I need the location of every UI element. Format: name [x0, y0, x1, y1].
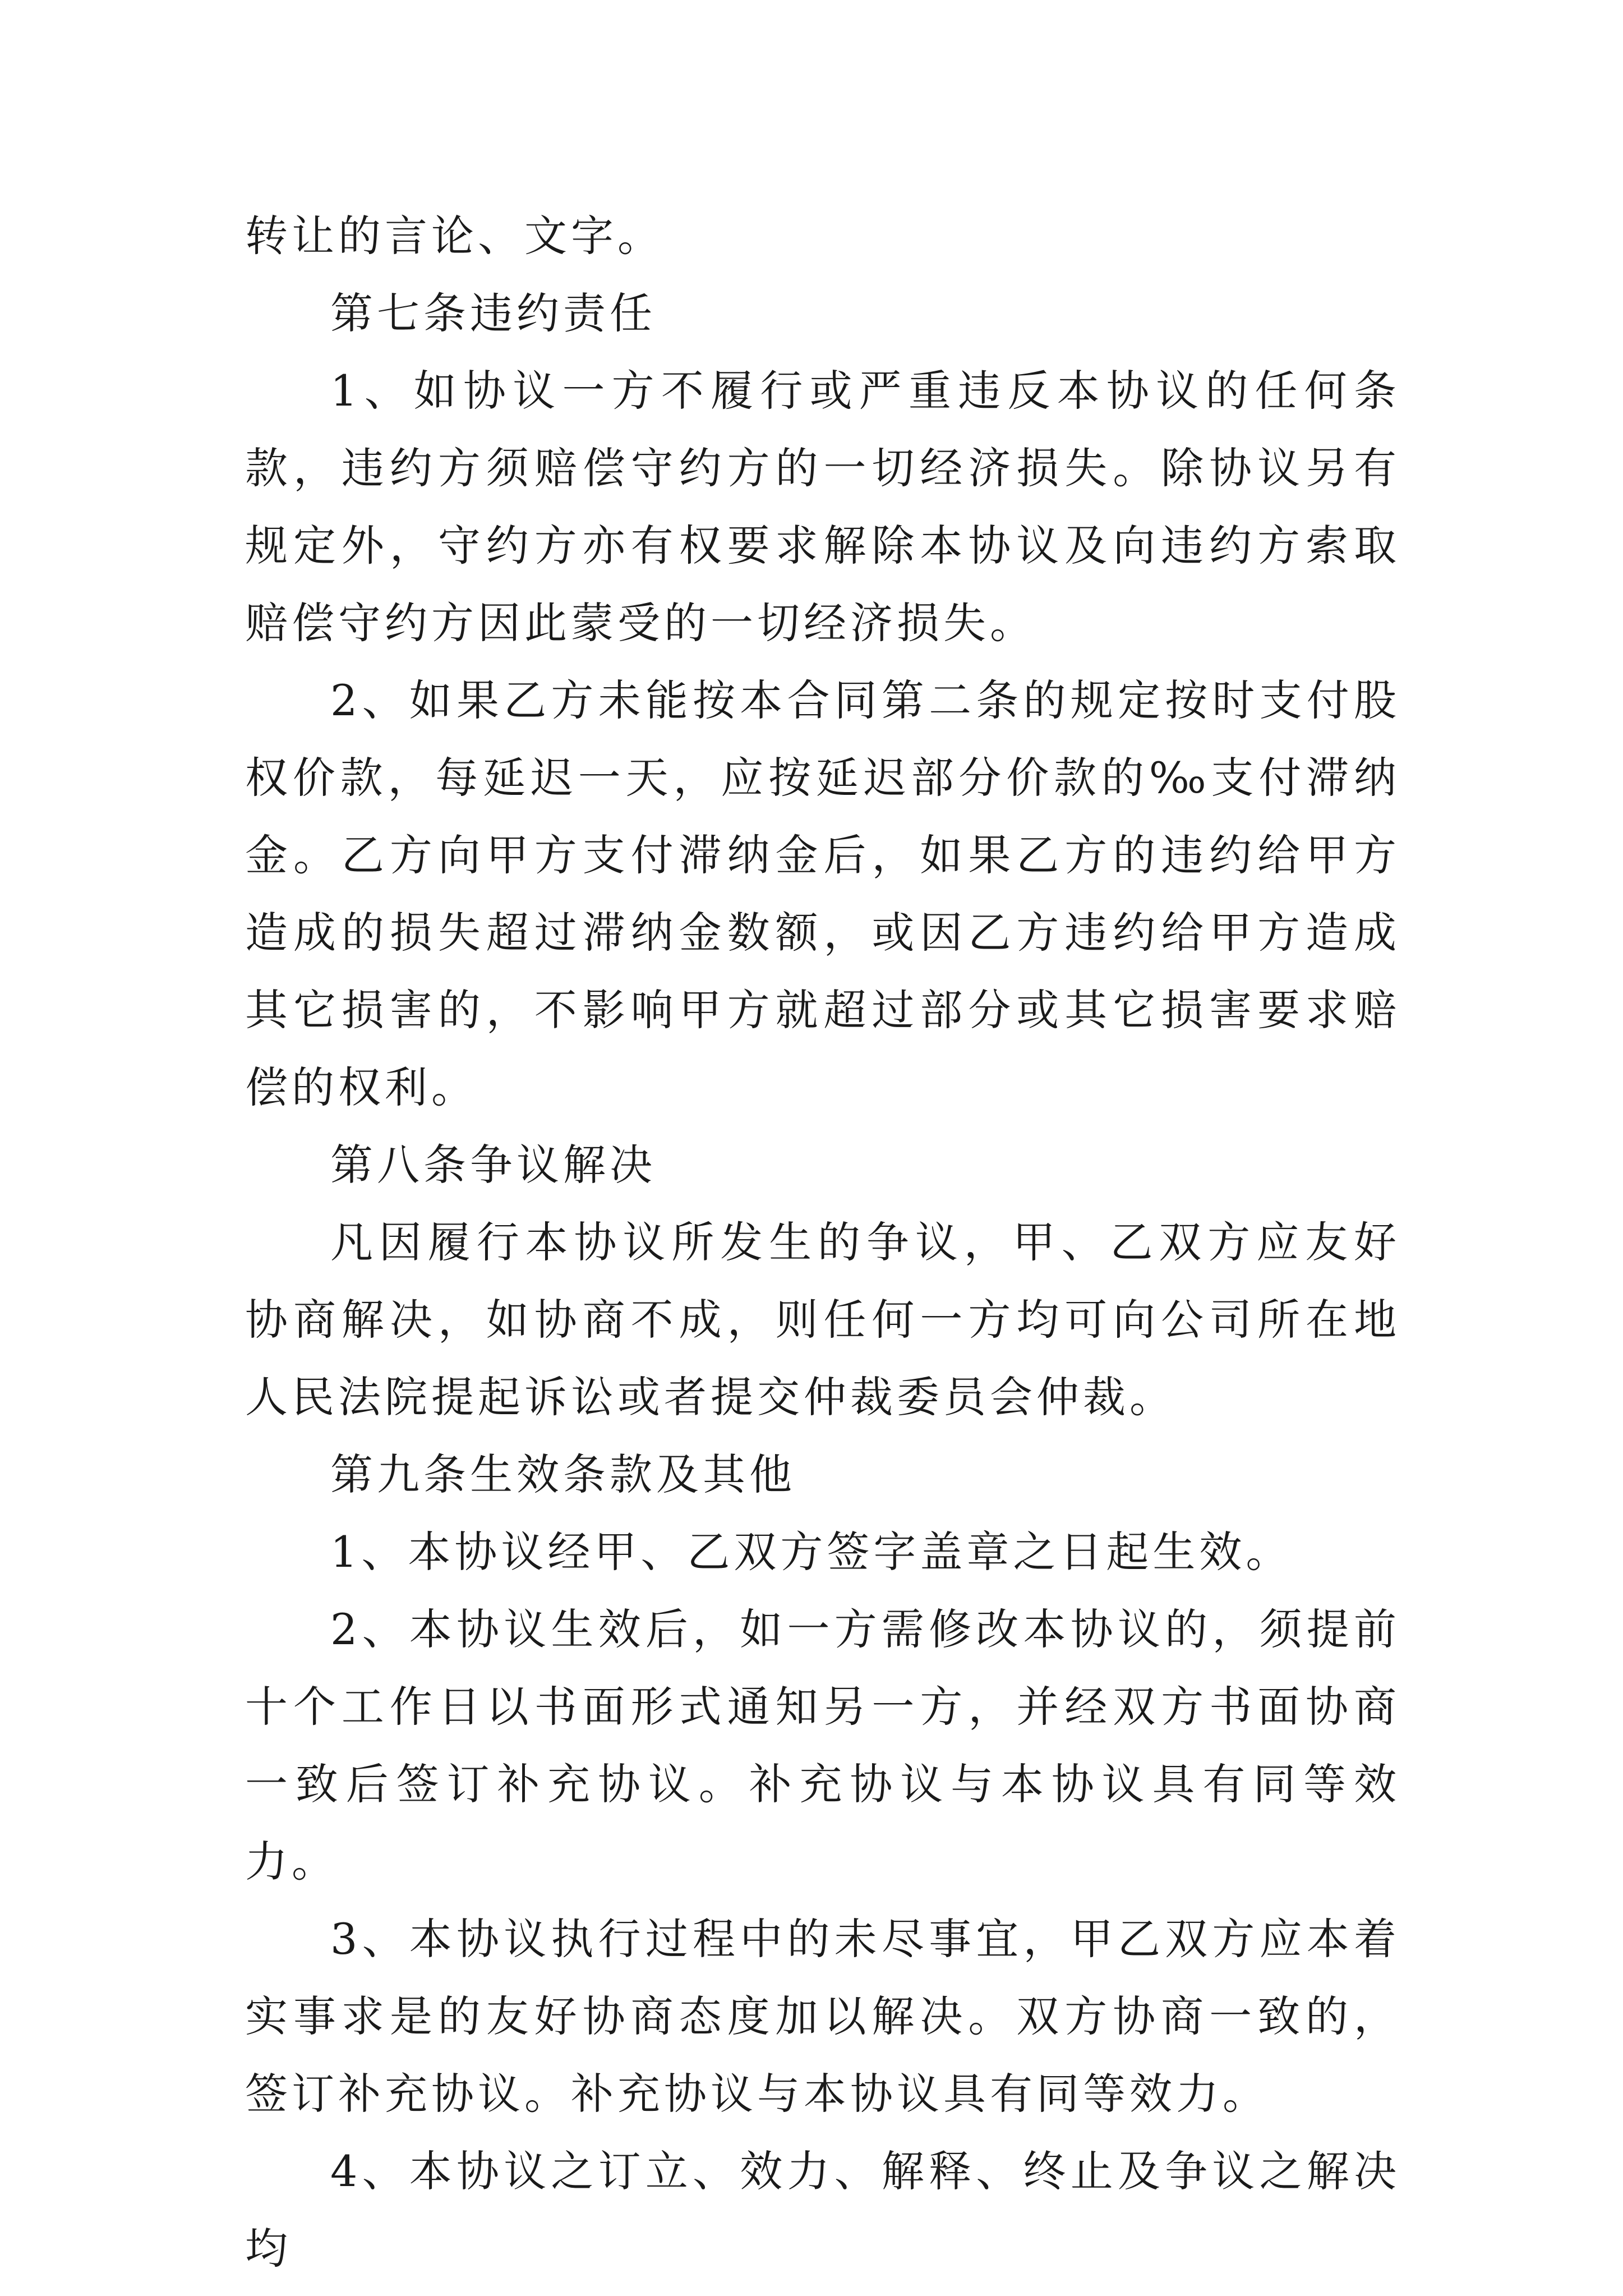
paragraph-breach-clause-1: 1、如协议一方不履行或严重违反本协议的任何条款，违约方须赔偿守约方的一切经济损失。除协议另有规定外，守约方亦有权要求解除本协议及向违约方索取赔偿守约方因此蒙受的一切经济损失。: [245, 366, 1400, 648]
paragraph-breach-clause-2: 2、如果乙方未能按本合同第二条的规定按时支付股权价款，每延迟一天，应按延迟部分价款的‰支付滞纳金。乙方向甲方支付滞纳金后，如果乙方的违约给甲方造成的损失超过滞纳金数额，或因乙方违约给甲方造成其它损害的，不影响甲方就超过部分或其它损害要求赔偿的权利。: [245, 675, 1400, 1112]
paragraph-effect-clause-3: 3、本协议执行过程中的未尽事宜，甲乙双方应本着实事求是的友好协商态度加以解决。双方协商一致的，签订补充协议。补充协议与本协议具有同等效力。: [245, 1914, 1400, 2119]
section-heading-article-8: 第八条争议解决: [330, 1140, 656, 1190]
paragraph-effect-clause-4: 4、本协议之订立、效力、解释、终止及争议之解决均: [245, 2146, 1400, 2274]
paragraph-continuation: 转让的言论、文字。: [245, 211, 664, 261]
paragraph-dispute-resolution: 凡因履行本协议所发生的争议，甲、乙双方应友好协商解决，如协商不成，则任何一方均可向公司所在地人民法院提起诉讼或者提交仲裁委员会仲裁。: [245, 1217, 1400, 1422]
document-body: [245, 197, 1400, 2288]
section-heading-article-9: 第九条生效条款及其他: [330, 1450, 796, 1499]
paragraph-effect-clause-1: 1、本协议经甲、乙双方签字盖章之日起生效。: [330, 1527, 1293, 1577]
section-heading-article-7: 第七条违约责任: [330, 288, 656, 338]
paragraph-effect-clause-2: 2、本协议生效后，如一方需修改本协议的，须提前十个工作日以书面形式通知另一方，并经双方书面协商一致后签订补充协议。补充协议与本协议具有同等效力。: [245, 1604, 1400, 1887]
